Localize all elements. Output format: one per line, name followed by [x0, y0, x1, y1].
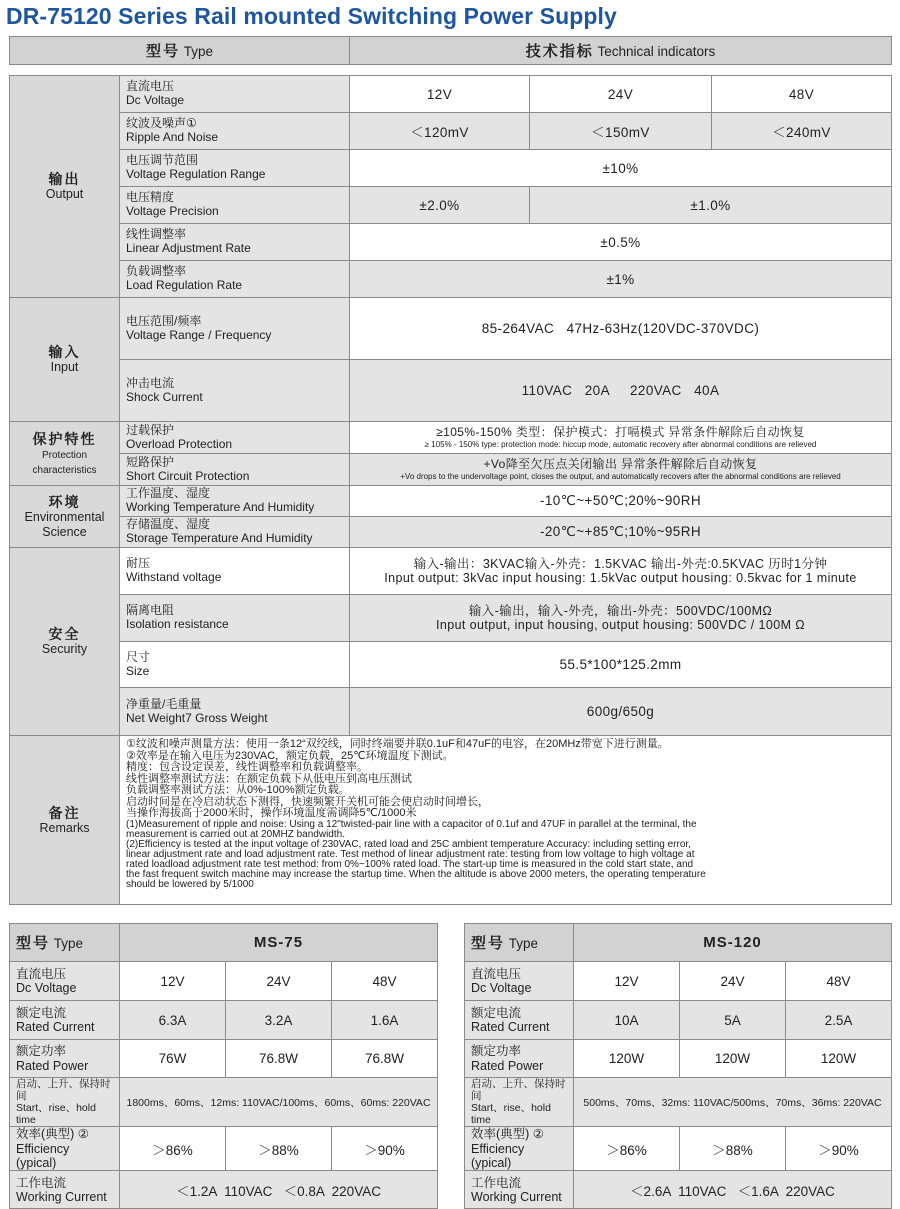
- category-remarks: 备注 Remarks: [10, 736, 120, 905]
- ms120-type-header: 型号 Type: [465, 924, 574, 962]
- value-ripple-24: ＜150mV: [530, 113, 712, 150]
- ms120-table: [464, 923, 892, 1209]
- ms120-label-working-current: 工作电流 Working Current: [465, 1171, 574, 1209]
- remark-en-1: (1)Measurement of ripple and noise: Using a 12"twisted-pair line with a capacitor of 0.1uf and 47UF in parallel at the terminal, the: [126, 818, 697, 830]
- ms75-table: [9, 923, 438, 1209]
- remark-en-6: the fast frequent switch machine may increase the startup time. When the altitude is above 2000 meters, the operating temperature: [126, 868, 706, 880]
- ms75-label-rated-power: 额定功率 Rated Power: [10, 1040, 120, 1078]
- ms120-startup: 500ms、70ms、32ms: 110VAC/500ms、70ms、36ms: 220VAC: [574, 1078, 892, 1127]
- ms75-eff-24: ＞88%: [226, 1127, 332, 1171]
- ms120-working-current: ＜2.6A 110VAC ＜1.6A 220VAC: [574, 1171, 892, 1209]
- ms120-current-24: 5A: [680, 1001, 786, 1040]
- ms75-dc-voltage-12: 12V: [120, 962, 226, 1001]
- ms120-label-startup: 启动、上升、保持时间 Start、rise、hold time: [465, 1078, 574, 1127]
- row-vprecision: [10, 187, 892, 224]
- ms75-power-48: 76.8W: [332, 1040, 438, 1078]
- value-linear: ±0.5%: [350, 224, 892, 261]
- ms75-eff-12: ＞86%: [120, 1127, 226, 1171]
- row-shock: [10, 360, 892, 422]
- ms120-label-rated-current: 额定电流 Rated Current: [465, 1001, 574, 1040]
- row-withstand: [10, 548, 892, 595]
- remark-en-4: linear adjustment rate and load adjustment rate. Test method of linear adjustment rate: testing from low voltage to high voltage at: [126, 848, 695, 860]
- ms120-dc-voltage-24: 24V: [680, 962, 786, 1001]
- remark-cn-4: 线性调整率测试方法：在额定负载下从低电压到高电压测试: [126, 772, 412, 785]
- row-working-temp: [10, 486, 892, 517]
- ms75-eff-48: ＞90%: [332, 1127, 438, 1171]
- value-vreg-range: ±10%: [350, 150, 892, 187]
- value-shock: 110VAC 20A 220VAC 40A: [350, 360, 892, 422]
- ms75-label-efficiency: 效率(典型) ② Efficiency (ypical): [10, 1127, 120, 1171]
- ms120-power-48: 120W: [786, 1040, 892, 1078]
- value-short: +Vo降至欠压点关闭输出 异常条件解除后自动恢复 +Vo drops to the undervoltage point, closes the output, and automatically recovers after the abnormal conditions are relieved: [350, 454, 892, 486]
- remark-cn-2: ②效率是在输入电压为230VAC，额定负载，25℃环境温度下测试。: [126, 749, 454, 762]
- row-size: [10, 642, 892, 688]
- category-input: 输入 Input: [10, 298, 120, 422]
- value-size: 55.5*100*125.2mm: [350, 642, 892, 688]
- value-isolation: 输入-输出，输入-外壳，输出-外壳：500VDC/100MΩ Input output, input housing, output housing: 500VDC / 100M Ω: [350, 595, 892, 642]
- value-input-range: 85-264VAC 47Hz-63Hz(120VDC-370VDC): [350, 298, 892, 360]
- ms120-power-12: 120W: [574, 1040, 680, 1078]
- row-input-range: [10, 298, 892, 360]
- ms75-label-startup: 启动、上升、保持时间 Start、rise、hold time: [10, 1078, 120, 1127]
- row-vreg-range: [10, 150, 892, 187]
- ms75-current-48: 1.6A: [332, 1001, 438, 1040]
- remark-en-3: (2)Efficiency is tested at the input voltage of 230VAC, rated load and 25C ambient temperature Accuracy: including setting error,: [126, 838, 691, 850]
- value-dc-voltage-48: 48V: [712, 76, 892, 113]
- value-weight: 600g/650g: [350, 688, 892, 736]
- category-output: 输出 Output: [10, 76, 120, 298]
- ms75-model: MS-75: [120, 924, 438, 962]
- remark-en-5: rated loadload adjustment rate test method: from 0%~100% rated load. The start-up time is measured in the cold start state, and: [126, 858, 694, 870]
- page-title: DR-75120 Series Rail mounted Switching Power Supply: [6, 3, 617, 29]
- remark-cn-6: 启动时间是在冷启动状态下测得，快速频繁开关机可能会使启动时间增长，: [126, 795, 489, 808]
- remark-cn-1: ①纹波和噪声测量方法：使用一条12“双绞线，同时终端要并联0.1uF和47uF的电容，在20MHz带宽下进行测量。: [126, 738, 669, 750]
- ms75-power-12: 76W: [120, 1040, 226, 1078]
- value-vprecision-12: ±2.0%: [350, 187, 530, 224]
- row-overload: [10, 422, 892, 454]
- value-overload: ≥105%-150% 类型：保护模式：打嗝模式 异常条件解除后自动恢复 ≥ 105% - 150% type: protection mode: hiccup mode, automatic recovery after abnormal conditions are relieved: [350, 422, 892, 454]
- ms75-dc-voltage-48: 48V: [332, 962, 438, 1001]
- value-working-temp: -10℃~+50℃;20%~90RH: [350, 486, 892, 517]
- ms120-model: MS-120: [574, 924, 892, 962]
- value-vprecision-24-48: ±1.0%: [530, 187, 892, 224]
- row-load: [10, 261, 892, 298]
- category-environment: 环境 Environmental Science: [10, 486, 120, 548]
- remark-en-2: measurement is carried out at 20MHZ bandwidth.: [126, 828, 345, 840]
- label-size: 尺寸 Size: [120, 642, 350, 688]
- label-vprecision: 电压精度 Voltage Precision: [120, 187, 350, 224]
- ms120-current-12: 10A: [574, 1001, 680, 1040]
- row-remarks: [10, 736, 892, 905]
- ms120-eff-48: ＞90%: [786, 1127, 892, 1171]
- label-storage-temp: 存储温度、湿度 Storage Temperature And Humidity: [120, 517, 350, 548]
- value-ripple-48: ＜240mV: [712, 113, 892, 150]
- ms75-label-dc-voltage: 直流电压 Dc Voltage: [10, 962, 120, 1001]
- ms120-eff-12: ＞86%: [574, 1127, 680, 1171]
- ms120-dc-voltage-48: 48V: [786, 962, 892, 1001]
- ms120-eff-24: ＞88%: [680, 1127, 786, 1171]
- remarks-text: [120, 736, 892, 905]
- ms120-dc-voltage-12: 12V: [574, 962, 680, 1001]
- ms120-label-rated-power: 额定功率 Rated Power: [465, 1040, 574, 1078]
- remark-cn-7: 当操作海拔高于2000米时，操作环境温度需调降5℃/1000米: [126, 807, 417, 820]
- type-header: 型号 Type: [10, 37, 350, 65]
- label-vreg-range: 电压调节范围 Voltage Regulation Range: [120, 150, 350, 187]
- row-ripple: [10, 113, 892, 150]
- ms120-label-efficiency: 效率(典型) ② Efficiency (ypical): [465, 1127, 574, 1171]
- label-short: 短路保护 Short Circuit Protection: [120, 454, 350, 486]
- ms120-label-dc-voltage: 直流电压 Dc Voltage: [465, 962, 574, 1001]
- value-load: ±1%: [350, 261, 892, 298]
- label-linear: 线性调整率 Linear Adjustment Rate: [120, 224, 350, 261]
- tech-header: 技术指标 Technical indicators: [350, 37, 892, 65]
- remark-cn-5: 负载调整率测试方法：从0%-100%额定负载。: [126, 784, 350, 797]
- label-withstand: 耐压 Withstand voltage: [120, 548, 350, 595]
- remark-cn-3: 精度：包含设定误差，线性调整率和负载调整率。: [126, 761, 368, 774]
- remark-en-7: should be lowered by 5/1000: [126, 878, 254, 890]
- value-withstand: 输入-输出：3KVAC输入-外壳：1.5KVAC 输出-外壳:0.5KVAC 历时1分钟 Input output: 3kVac input housing: 1.5kVac output housing: 0.5kvac for 1 minute: [350, 548, 892, 595]
- ms75-label-rated-current: 额定电流 Rated Current: [10, 1001, 120, 1040]
- value-dc-voltage-12: 12V: [350, 76, 530, 113]
- label-shock: 冲击电流 Shock Current: [120, 360, 350, 422]
- ms75-label-working-current: 工作电流 Working Current: [10, 1171, 120, 1209]
- value-storage-temp: -20℃~+85℃;10%~95RH: [350, 517, 892, 548]
- ms75-power-24: 76.8W: [226, 1040, 332, 1078]
- spec-table: [9, 75, 892, 905]
- label-dc-voltage: 直流电压 Dc Voltage: [120, 76, 350, 113]
- ms75-type-header: 型号 Type: [10, 924, 120, 962]
- row-short: [10, 454, 892, 486]
- row-weight: [10, 688, 892, 736]
- row-dc-voltage: [10, 76, 892, 113]
- ms75-current-24: 3.2A: [226, 1001, 332, 1040]
- ms120-power-24: 120W: [680, 1040, 786, 1078]
- ms75-current-12: 6.3A: [120, 1001, 226, 1040]
- spec-header-table: [9, 36, 892, 65]
- row-storage-temp: [10, 517, 892, 548]
- value-ripple-12: ＜120mV: [350, 113, 530, 150]
- label-working-temp: 工作温度、湿度 Working Temperature And Humidity: [120, 486, 350, 517]
- label-weight: 净重量/毛重量 Net Weight7 Gross Weight: [120, 688, 350, 736]
- category-protection: 保护特性 Protection characteristics: [10, 422, 120, 486]
- row-isolation: [10, 595, 892, 642]
- category-security: 安全 Security: [10, 548, 120, 736]
- value-dc-voltage-24: 24V: [530, 76, 712, 113]
- label-isolation: 隔离电阻 Isolation resistance: [120, 595, 350, 642]
- label-input-range: 电压范围/频率 Voltage Range / Frequency: [120, 298, 350, 360]
- label-ripple: 纹波及噪声① Ripple And Noise: [120, 113, 350, 150]
- label-overload: 过载保护 Overload Protection: [120, 422, 350, 454]
- label-load: 负载调整率 Load Regulation Rate: [120, 261, 350, 298]
- ms75-dc-voltage-24: 24V: [226, 962, 332, 1001]
- ms75-working-current: ＜1.2A 110VAC ＜0.8A 220VAC: [120, 1171, 438, 1209]
- ms75-startup: 1800ms、60ms、12ms: 110VAC/100ms、60ms、60ms: 220VAC: [120, 1078, 438, 1127]
- row-linear: [10, 224, 892, 261]
- ms120-current-48: 2.5A: [786, 1001, 892, 1040]
